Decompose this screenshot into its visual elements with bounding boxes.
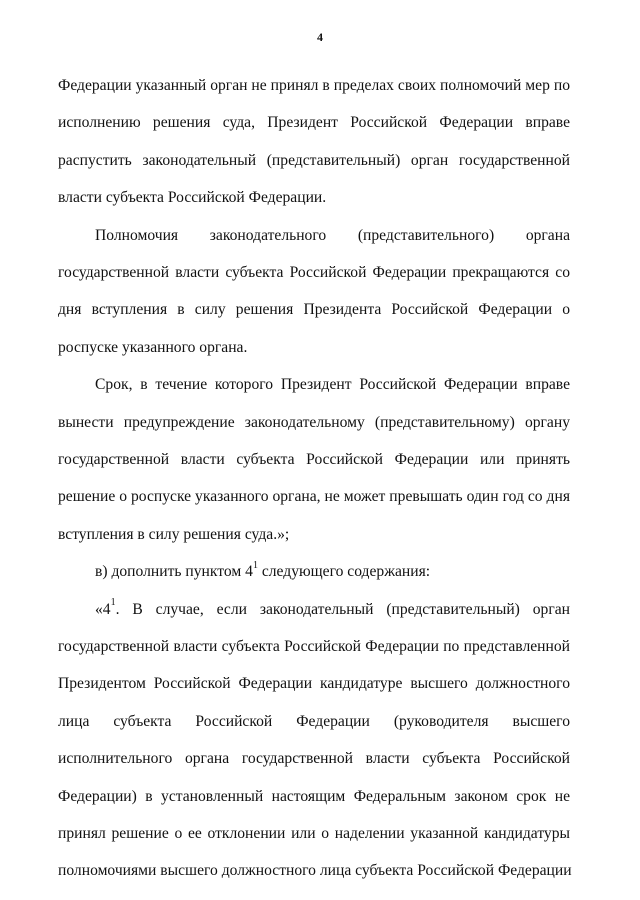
text-line: полномочиями высшего должностного лица субъекта Российской Федерации — [58, 862, 572, 880]
text-line: власти субъекта Российской Федерации. — [58, 189, 327, 207]
page-number: 4 — [317, 30, 323, 44]
text-fragment: следующего содержания: — [257, 563, 431, 581]
text-line: исполнительного органа государственной власти субъекта Российской — [58, 750, 570, 768]
superscript: 1 — [110, 597, 116, 609]
text-line — [95, 597, 570, 620]
text-line: вступления в силу решения суда.»; — [58, 525, 290, 543]
text-fragment: в) дополнить пунктом 4 — [95, 563, 253, 581]
text-line: государственной власти субъекта Российской Федерации или принять — [58, 451, 570, 468]
text-line: Срок, в течение которого Президент Российской Федерации вправе — [95, 376, 570, 394]
text-line: исполнению решения суда, Президент Российской Федерации вправе — [58, 114, 570, 132]
text-line: распустить законодательный (представительный) орган государственной — [58, 151, 570, 169]
text-line: роспуске указанного органа. — [58, 338, 248, 356]
text-line: государственной власти субъекта Российской Федерации прекращаются со — [58, 264, 570, 281]
text-line: Полномочия законодательного (представительного) органа — [95, 226, 570, 244]
text-line: Президентом Российской Федерации кандидатуре высшего должностного — [58, 675, 570, 693]
text-line: государственной власти субъекта Российской Федерации по представленной — [58, 638, 570, 655]
text-line: Федерации указанный орган не принял в пределах своих полномочий мер по — [58, 77, 570, 94]
text-line — [95, 562, 570, 582]
text-line: вынести предупреждение законодательному (представительному) органу — [58, 413, 570, 431]
text-line: Федерации) в установленный настоящим Федеральным законом срок не — [58, 787, 570, 805]
text-line: решение о роспуске указанного органа, не может превышать один год со дня — [58, 488, 570, 506]
text-line: лица субъекта Российской Федерации (руководителя высшего — [58, 712, 570, 730]
superscript: 1 — [252, 560, 258, 571]
text-line: принял решение о ее отклонении или о наделении указанной кандидатуры — [58, 825, 570, 842]
text-fragment: . В случае, если законодательный (представительный) орган — [115, 600, 570, 618]
text-line: дня вступления в силу решения Президента Российской Федерации о — [58, 301, 570, 319]
text-fragment: «4 — [95, 600, 111, 618]
